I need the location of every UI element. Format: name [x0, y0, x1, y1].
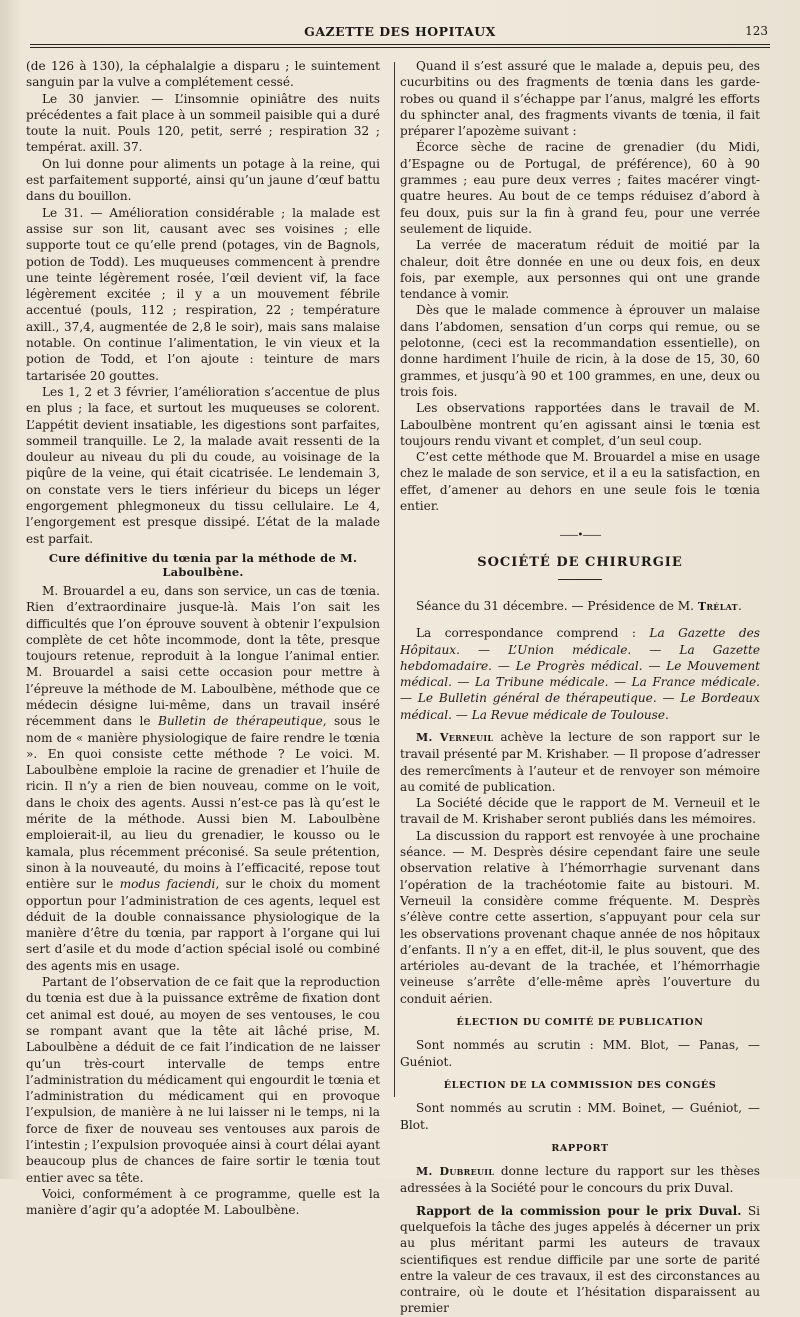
speaker-name: M. Dubreuil — [416, 1165, 495, 1179]
text-run: M. Brouardel a eu, dans son service, un cas de tœnia. Rien d’extraordinaire jusque-là. Mais l’on sait les difficultés que l’on éprouve souvent à obtenir l’expulsion complète de cet hôte incommode, dont la tête, presque toujours retenue, reproduit à la longue l’animal entier. M. Brouardel a saisi cette occasion pour mettre à l’épreuve la méthode de M. Laboulbène, méthode que ce médecin désigne lui-même, dans un travail inséré récemment dans le — [26, 583, 380, 729]
heading-rule — [558, 579, 602, 580]
header-rule — [30, 44, 770, 45]
text-run: Si quelquefois la tâche des juges appelés à décerner un prix au plus méritant parmi les auteurs de travaux scientifiques est rendue difficile par une sorte de parité entre la valeur de ces travaux, il est des circonstances au contraire, où le doute et l’hésitation disparaissent au premier — [400, 1203, 760, 1316]
text-run: , sur le choix du moment opportun pour l’administration de ces agents, lequel est déduit de la double connaissance physiologique de la manière d’être du tœnia, par rapport à l’organe qui lui sert d’asile et du mode d’action spécial isolé ou combiné des agents mis en usage. — [26, 877, 381, 973]
paragraph: Quand il s’est assuré que le malade a, depuis peu, des cucurbitins ou des fragments de tœnia dans les garde-robes ou quand il s’échappe par l’anus, malgré les efforts du sphincter anal, des fragments vivants de tœnia, il fait préparer l’apozème suivant : — [400, 59, 760, 139]
paragraph: La discussion du rapport est renvoyée à une prochaine séance. — M. Desprès désire cependant faire une seule observation relative à l’hémorrhagie survenant dans l’opération de la trachéotomie faite au bistouri. M. Verneuil la considère comme fréquente. M. Desprès s’élève contre cette assertion, s’appuyant pour cela sur les observations provenant chaque année de nos hôpitaux d’enfants. Il n’y a en effet, dit-il, le plus souvent, que des artérioles au-devant de la trachée, et l’hémorrhagie veineuse s’arrête d’elle-même après l’ouverture du conduit aérien. — [400, 828, 760, 1006]
paragraph: Écorce sèche de racine de grenadier (du Midi, d’Espagne ou de Portugal, de préférence), 60 à 90 grammes ; eau pure deux verres ; faites macérer vingt-quatre heures. Au bout de ce temps réduisez d’abord à feu doux, puis sur la fin à grand feu, pour une verrée seulement de liquide. — [400, 140, 760, 236]
paragraph: La Société décide que le rapport de M. Verneuil et le travail de M. Krishaber seront publiés dans les mémoires. — [400, 796, 760, 827]
journal-title: GAZETTE DES HOPITAUX — [304, 24, 496, 39]
president-name: Trélat — [697, 599, 738, 613]
paragraph: Le 31. — Amélioration considérable ; la malade est assise sur son lit, causant avec ses voisines ; elle supporte tout ce qu’elle prend (potages, vin de Bagnols, potion de Todd). Les muqueuses commencent à prendre une teinte légèrement rosée, l’œil devient vif, la face légèrement excitée ; il y a un mouvement fébrile accentué (pouls, 112 ; respiration, 22 ; température axill., 37,4, augmentée de 2,8 le soir), mais sans malaise notable. On continue l’alimentation, le vin vieux et la potion de Todd, et l’on ajoute : teinture de mars tartarisée 20 gouttes. — [26, 205, 380, 383]
subsection-heading: RAPPORT — [551, 1142, 609, 1154]
paragraph: Dès que le malade commence à éprouver un malaise dans l’abdomen, sensation d’un corps qui remue, ou se pelotonne, (ceci est la recommandation essentielle), on donne hardiment l’huile de ricin, à la dose de 15, 30, 60 grammes, et jusqu’à 90 et 100 grammes, en une, deux ou trois fois. — [400, 303, 760, 399]
paragraph: (de 126 à 130), la céphalalgie a disparu ; le suintement sanguin par la vulve a complétement cessé. — [26, 59, 380, 90]
paragraph — [26, 583, 380, 974]
paragraph — [400, 729, 760, 795]
paragraph: Les observations rapportées dans le travail de M. Laboulbène montrent qu’en agissant ainsi le tœnia est toujours rendu vivant et complet, d’un seul coup. — [400, 401, 760, 448]
section-title: Cure définitive du tœnia par la méthode de M. Laboulbène. — [48, 550, 358, 579]
latin-phrase: modus faciendi — [119, 877, 216, 892]
text-run: , sous le nom de « manière physiologique de faire rendre le tœnia ». En quoi consiste cette méthode ? Le voici. M. Laboulbène emploie la racine de grenadier et l’huile de ricin. Il n’y a rien de bien nouveau, comme on le voit, dans le choix des agents. Aussi n’est-ce pas là qu’est le mérite de la méthode. Aussi bien M. Laboulbène emploierait-il, au lieu du grenadier, le kousso ou le kamala, plus récemment préconisé. Sa seule prétention, sinon à la nouveauté, du moins à l’efficacité, repose tout entière sur le — [26, 714, 380, 892]
text-run: . — [737, 598, 742, 613]
text-run: La correspondance comprend : — [416, 626, 650, 641]
journal-name: Bulletin de thérapeutique — [157, 714, 323, 729]
paragraph — [400, 1203, 760, 1317]
speaker-name: M. Verneuil — [416, 730, 494, 744]
page-number: 123 — [745, 24, 768, 38]
paragraph: Les 1, 2 et 3 février, l’amélioration s’accentue de plus en plus ; la face, et surtout les muqueuses se colorent. L’appétit devient insatiable, les digestions sont parfaites, sommeil tranquille. Le 2, la malade avait ressenti de la douleur au niveau du pli du coude, au voisinage de la piqûre de la veine, qui était cicatrisée. Le lendemain 3, on constate vers le tiers inférieur du biceps un léger engorgement phlegmoneux du tissu cellulaire. Le 4, l’engorgement est presque dissipé. L’état de la malade est parfait. — [26, 384, 380, 546]
section-heading: SOCIÉTÉ DE CHIRURGIE — [477, 554, 683, 570]
correspondence-paragraph — [400, 625, 760, 723]
journal-list: La Gazette des Hôpitaux. — L’Union médicale. — La Gazette hebdomadaire. — Le Progrès médical. — Le Mouvement médical. — La Tribune médicale. — La France médicale. — Le Bulletin général de thérapeutique. — Le Bordeaux médical. — La Revue médicale de Toulouse. — [400, 626, 760, 722]
paragraph: La verrée de maceratum réduit de moitié par la chaleur, doit être donnée en une ou deux fois, en deux fois, par exemple, aux personnes qui ont une grande tendance à vomir. — [400, 238, 760, 302]
paragraph: Sont nommés au scrutin : MM. Boinet, — Guéniot, — Blot. — [400, 1101, 760, 1132]
seance-line — [400, 598, 760, 615]
right-column — [400, 58, 760, 1317]
paragraph: C’est cette méthode que M. Brouardel a mise en usage chez le malade de son service, et il a eu la satisfaction, en effet, d’amener au dehors en une seule fois le tœnia entier. — [400, 450, 760, 514]
paragraph: Le 30 janvier. — L’insomnie opiniâtre des nuits précédentes a fait place à un sommeil paisible qui a duré toute la nuit. Pouls 120, petit, serré ; respiration 32 ; températ. axill. 37. — [26, 91, 380, 155]
subsection-heading: ÉLECTION DE LA COMMISSION DES CONGÉS — [443, 1079, 717, 1091]
subsection-heading: ÉLECTION DU COMITÉ DE PUBLICATION — [456, 1017, 704, 1029]
paragraph: Sont nommés au scrutin : MM. Blot, — Panas, — Guéniot. — [400, 1038, 760, 1069]
text-run: achève la lecture de son rapport sur le travail présenté par M. Krishaber. — Il propose d’adresser des remercîments à l’auteur et de renvoyer son mémoire au comité de publication. — [400, 729, 761, 794]
section-ornament: ——•—— — [559, 530, 601, 542]
text-run: donne lecture du rapport sur les thèses adressées à la Société pour le concours du prix Duval. — [400, 1164, 760, 1196]
left-column — [26, 58, 380, 1218]
paragraph: Voici, conformément à ce programme, quelle est la manière d’agir qu’a adoptée M. Laboulbène. — [26, 1186, 380, 1218]
column-separator — [394, 62, 395, 1097]
text-run: Séance du 31 décembre. — Présidence de M. — [416, 598, 698, 613]
report-title: Rapport de la commission pour le prix Duval. — [416, 1203, 742, 1218]
paragraph: Partant de l’observation de ce fait que la reproduction du tœnia est due à la puissance extrême de fixation dont cet animal est doué, au moyen de ses ventouses, le cou se rompant avant que la tête ait lâché prise, M. Laboulbène a déduit de ce fait l’indication de ne laisser qu’un très-court intervalle de temps entre l’administration du médicament qui engourdit le tœnia et l’administration du médicament qui en provoque l’expulsion, de manière à ne lui laisser ni le temps, ni la force de fixer de nouveau ses ventouses aux parois de l’intestin ; l’expulsion provoquée ainsi à court délai ayant beaucoup plus de chances de faire sortir le tœnia tout entier avec sa tête. — [26, 975, 380, 1185]
paragraph: On lui donne pour aliments un potage à la reine, qui est parfaitement supporté, ainsi qu’un jaune d’œuf battu dans du bouillon. — [26, 156, 380, 204]
paragraph — [400, 1163, 760, 1197]
header-rule-thin — [30, 47, 770, 48]
